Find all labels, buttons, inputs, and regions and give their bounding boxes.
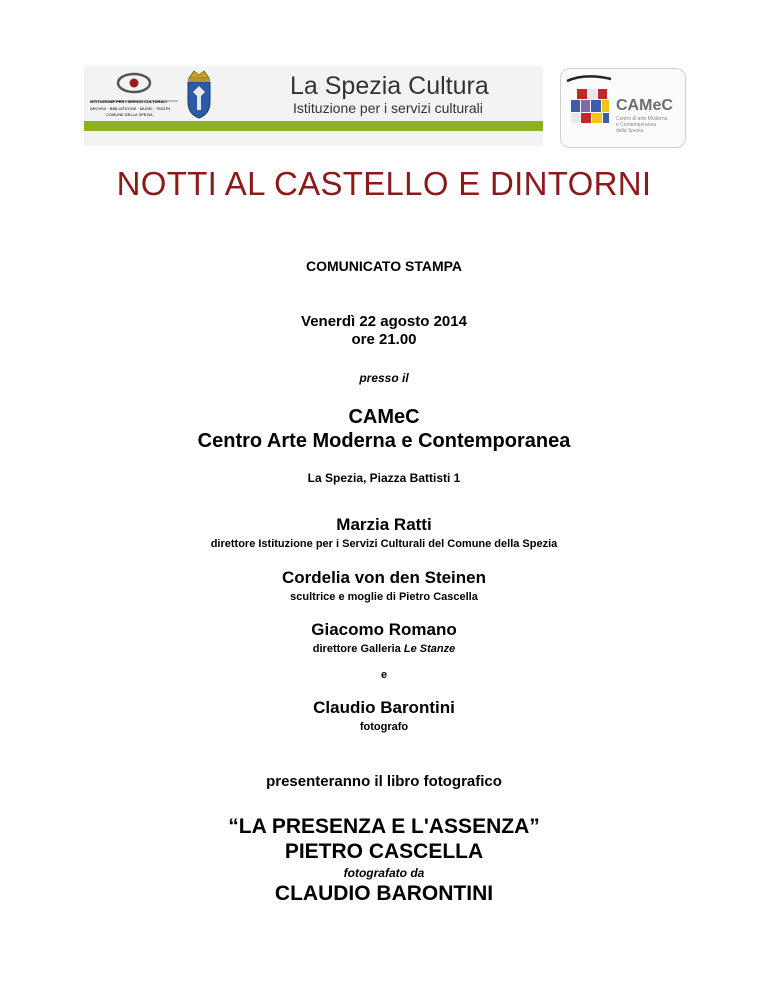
- speaker-role-prefix: direttore Galleria: [312, 643, 401, 655]
- presenteranno-text: presenteranno il libro fotografico: [266, 773, 502, 790]
- speaker-name: Giacomo Romano: [311, 620, 457, 639]
- presso-text: presso il: [359, 371, 409, 385]
- conjunction-text: e: [380, 669, 388, 681]
- camec-logo-text: CAMeC: [616, 97, 673, 114]
- comunicato-heading: COMUNICATO STAMPA: [305, 258, 463, 274]
- camec-logo: [560, 68, 686, 148]
- city-crest-icon: [184, 68, 214, 120]
- venue-address: La Spezia, Piazza Battisti 1: [307, 471, 461, 485]
- speaker-name: Cordelia von den Steinen: [281, 568, 487, 587]
- event-date: Venerdì 22 agosto 2014: [301, 313, 467, 330]
- speaker-role: fotografo: [359, 721, 409, 733]
- page-title: NOTTI AL CASTELLO E DINTORNI: [116, 165, 652, 202]
- venue-name: CAMeC: [348, 406, 420, 428]
- gallery-name: Le Stanze: [403, 643, 456, 655]
- camec-mosaic-icon: [565, 73, 615, 143]
- speaker-role: scultrice e moglie di Pietro Cascella: [290, 591, 478, 603]
- brand-title: La Spezia Cultura: [290, 72, 489, 100]
- istituzione-line-3: COMUNE DELLA SPEZIA: [106, 112, 153, 117]
- speaker-role: [0, 643, 768, 655]
- speaker-name: Marzia Ratti: [336, 515, 432, 534]
- brand-subtitle: Istituzione per i servizi culturali: [293, 100, 483, 116]
- event-time: ore 21.00: [351, 331, 417, 348]
- istituzione-line-2: ARCHIVI · BIBLIOTECHE · MUSEI · TEATRI: [90, 106, 170, 111]
- speaker-role: direttore Istituzione per i Servizi Culturali del Comune della Spezia: [210, 538, 558, 550]
- photographer-name: CLAUDIO BARONTINI: [274, 882, 494, 905]
- istituzione-line-1: ISTITUZIONE PER I SERVIZI CULTURALI: [90, 99, 167, 104]
- camec-tagline-2: e Contemporanea: [616, 122, 657, 128]
- book-subject: PIETRO CASCELLA: [284, 840, 484, 863]
- book-title: “LA PRESENZA E L'ASSENZA”: [228, 815, 540, 838]
- venue-full-name: Centro Arte Moderna e Contemporanea: [197, 430, 571, 452]
- header-green-bar: [84, 121, 543, 131]
- camec-tagline-1: Centro di arte Moderna: [616, 116, 668, 122]
- camec-tagline-3: della Spezia: [616, 128, 644, 134]
- speaker-name: Claudio Barontini: [313, 698, 455, 717]
- photographed-by-text: fotografato da: [343, 866, 425, 880]
